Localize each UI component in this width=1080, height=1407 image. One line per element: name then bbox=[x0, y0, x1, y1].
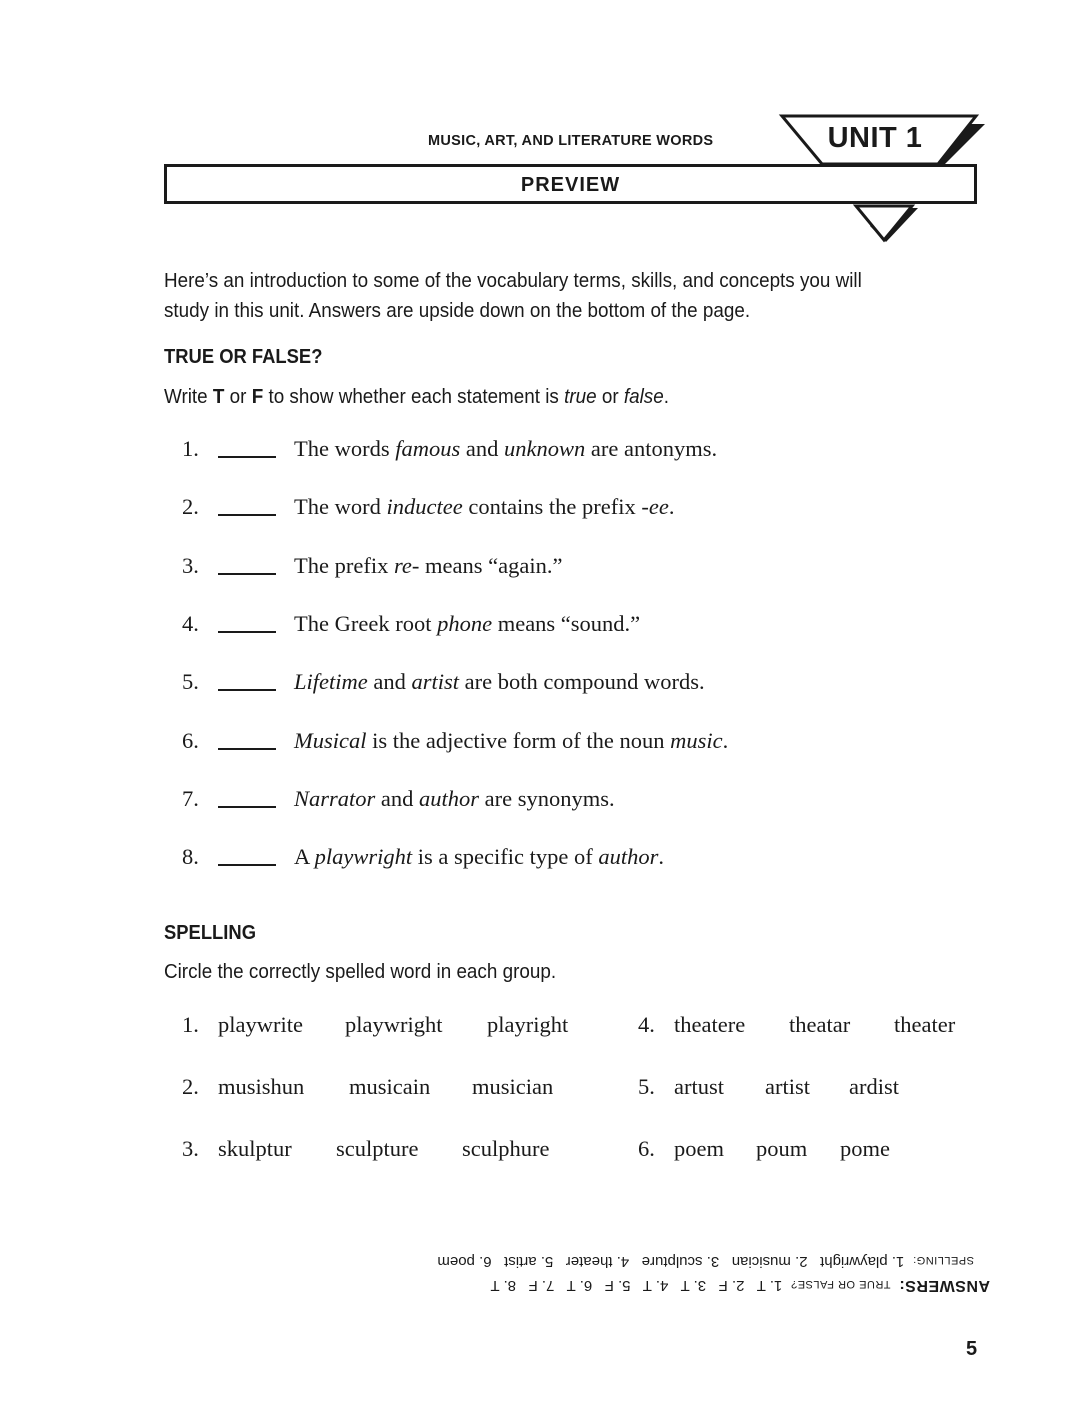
statement-text: The prefix re- means “again.” bbox=[294, 552, 563, 578]
spelling-word-option[interactable]: artist bbox=[765, 1074, 810, 1099]
answer-blank[interactable] bbox=[218, 456, 276, 458]
spelling-word-option[interactable]: musicain bbox=[349, 1074, 431, 1099]
unit-label: UNIT 1 bbox=[827, 122, 923, 154]
subject-title: MUSIC, ART, AND LITERATURE WORDS bbox=[428, 133, 714, 149]
answer-blank[interactable] bbox=[218, 573, 276, 575]
statement-text: Musical is the adjective form of the noun music. bbox=[294, 727, 729, 753]
answer-blank[interactable] bbox=[218, 514, 276, 516]
spelling-group-number: 6. bbox=[638, 1136, 655, 1161]
item-number: 4. bbox=[182, 610, 199, 636]
spelling-word-option[interactable]: playwrite bbox=[218, 1012, 303, 1037]
true-false-instruction: Write T or F to show whether each statement is true or false. bbox=[164, 385, 669, 408]
spelling-word-option[interactable]: pome bbox=[840, 1136, 890, 1161]
spelling-word-option[interactable]: musishun bbox=[218, 1074, 305, 1099]
answer-key bbox=[330, 1248, 990, 1294]
spelling-group-number: 4. bbox=[638, 1012, 655, 1037]
spelling-word-option[interactable]: ardist bbox=[849, 1074, 899, 1099]
spelling-word-option[interactable]: skulptur bbox=[218, 1136, 292, 1161]
page-number: 5 bbox=[966, 1338, 978, 1360]
item-number: 1. bbox=[182, 436, 199, 461]
intro-paragraph: Here’s an introduction to some of the vocabulary terms, skills, and concepts you will study in this unit. Answers are upside down on the bottom of the page. bbox=[164, 269, 862, 322]
item-number: 5. bbox=[182, 669, 199, 695]
spelling-group-number: 1. bbox=[182, 1012, 199, 1037]
true-false-heading: TRUE OR FALSE? bbox=[164, 346, 323, 368]
spelling-instruction: Circle the correctly spelled word in each group. bbox=[164, 960, 557, 983]
spelling-word-option[interactable]: theatere bbox=[674, 1012, 746, 1037]
spelling-word-option[interactable]: poem bbox=[674, 1136, 724, 1161]
statement-text: The Greek root phone means “sound.” bbox=[294, 610, 641, 636]
item-number: 2. bbox=[182, 494, 199, 520]
statement-text: Narrator and author are synonyms. bbox=[294, 785, 615, 811]
statement-text: Lifetime and artist are both compound words. bbox=[294, 669, 705, 695]
statement-text: The words famous and unknown are antonyms. bbox=[294, 436, 718, 461]
answer-key-true-false: ANSWERS: TRUE OR FALSE? 1. T 2. F 3. T 4. T 5. F 6. T 7. F 8. T bbox=[490, 1277, 990, 1294]
answer-blank[interactable] bbox=[218, 689, 276, 691]
answer-blank[interactable] bbox=[218, 748, 276, 750]
spelling-word-option[interactable]: theatar bbox=[789, 1012, 851, 1037]
spelling-group-number: 2. bbox=[182, 1074, 199, 1099]
spelling-group-number: 5. bbox=[638, 1074, 655, 1099]
spelling-word-option[interactable]: musician bbox=[472, 1074, 554, 1099]
spelling-heading: SPELLING bbox=[164, 922, 257, 944]
answer-blank[interactable] bbox=[218, 631, 276, 633]
statement-text: A playwright is a specific type of author. bbox=[294, 844, 664, 870]
answer-key-spelling: SPELLING: 1. playwright 2. musician 3. sculpture 4. theater 5. artist 6. poem bbox=[437, 1253, 974, 1270]
item-number: 6. bbox=[182, 727, 199, 753]
item-number: 3. bbox=[182, 552, 199, 578]
preview-heading: PREVIEW bbox=[520, 174, 621, 196]
answer-blank[interactable] bbox=[218, 806, 276, 808]
spelling-word-option[interactable]: artust bbox=[674, 1074, 724, 1099]
spelling-word-option[interactable]: sculpture bbox=[336, 1136, 419, 1161]
spelling-word-option[interactable]: theater bbox=[894, 1012, 956, 1037]
item-number: 8. bbox=[182, 844, 199, 870]
statement-text: The word inductee contains the prefix -ee. bbox=[294, 494, 675, 520]
spelling-word-option[interactable]: poum bbox=[756, 1136, 808, 1161]
item-number: 7. bbox=[182, 785, 199, 811]
spelling-word-option[interactable]: playright bbox=[487, 1012, 569, 1037]
spelling-word-option[interactable]: sculphure bbox=[462, 1136, 550, 1161]
answer-blank[interactable] bbox=[218, 864, 276, 866]
spelling-group-number: 3. bbox=[182, 1136, 199, 1161]
spelling-word-option[interactable]: playwright bbox=[345, 1012, 443, 1037]
